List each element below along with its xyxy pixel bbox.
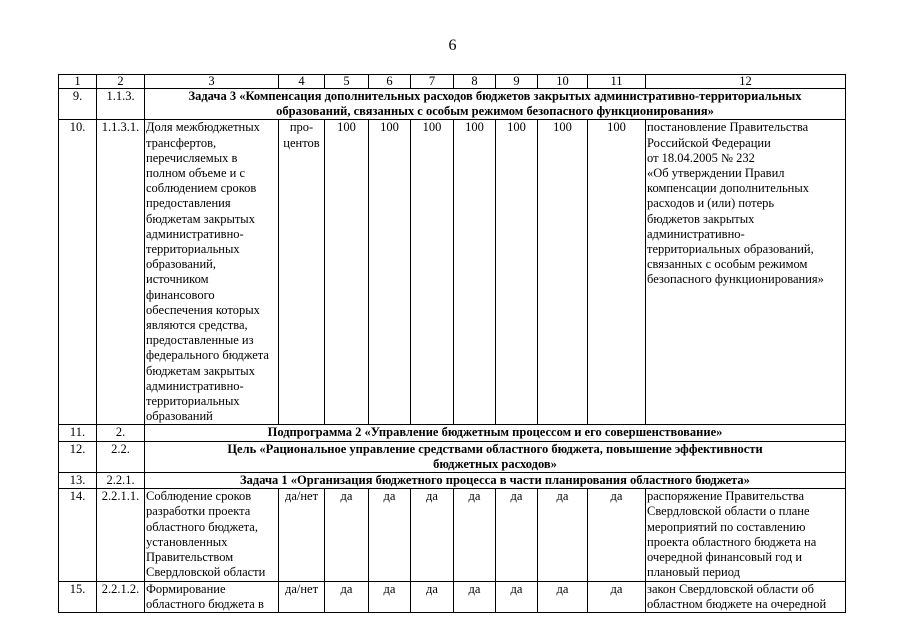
text-line: административно-	[146, 378, 244, 393]
text-line: полном объеме и с	[146, 166, 246, 181]
text-line: установленных	[146, 534, 228, 549]
column-number-6: 6	[369, 75, 411, 89]
text-line: территориальных образований,	[647, 242, 814, 257]
year-value: 100	[588, 120, 646, 425]
text-line: Задача 1 «Организация бюджетного процесса в части планирования областного бюджета»	[240, 473, 750, 488]
text-line: источником	[146, 272, 209, 287]
row-number: 14.	[59, 489, 97, 581]
column-number-3: 3	[145, 75, 279, 89]
legal-basis	[646, 489, 846, 581]
text-line: Формирование	[146, 581, 226, 596]
year-value: да	[588, 581, 646, 612]
text-line: бюджетных расходов»	[433, 456, 557, 471]
text-line: образований	[146, 409, 213, 424]
text-line: разработки проекта	[146, 504, 251, 519]
text-line: проекта областного бюджета на	[647, 534, 817, 549]
year-value: да	[411, 489, 454, 581]
table-row	[59, 120, 846, 425]
text-line: Цель «Рациональное управление средствами областного бюджета, повышение эффективности	[227, 441, 763, 456]
text-line: областном бюджете на очередной	[647, 596, 827, 611]
indicators-table	[58, 74, 846, 613]
section-heading	[145, 473, 846, 489]
text-line: территориальных	[146, 394, 240, 409]
column-number-12: 12	[646, 75, 846, 89]
text-line: Свердловской области о плане	[647, 504, 810, 519]
text-line: центов	[283, 135, 320, 150]
text-line: предоставления	[146, 196, 231, 211]
year-value: да	[325, 489, 369, 581]
year-value: 100	[411, 120, 454, 425]
text-line: обеспечения которых	[146, 302, 260, 317]
section-heading	[145, 89, 846, 120]
year-value: да	[369, 581, 411, 612]
column-number-9: 9	[496, 75, 538, 89]
unit-of-measure	[279, 489, 325, 581]
text-line: Российской Федерации	[647, 135, 771, 150]
row-code: 2.2.1.1.	[97, 489, 145, 581]
text-line: расходов и (или) потерь	[647, 196, 775, 211]
year-value: да	[538, 489, 588, 581]
year-value: да	[411, 581, 454, 612]
text-line: административно-	[647, 226, 745, 241]
row-number: 10.	[59, 120, 97, 425]
text-line: про-	[289, 120, 314, 135]
row-code: 1.1.3.	[97, 89, 145, 120]
column-number-8: 8	[454, 75, 496, 89]
text-line: предоставленные из	[146, 333, 254, 348]
text-line: закон Свердловской области об	[647, 581, 815, 596]
text-line: областного бюджета,	[146, 519, 258, 534]
indicator-name	[145, 489, 279, 581]
text-line: образований, связанных с особым режимом безопасного функционирования»	[276, 104, 714, 119]
text-line: «Об утверждении Правил	[647, 166, 785, 181]
year-value: 100	[496, 120, 538, 425]
row-code: 1.1.3.1.	[97, 120, 145, 425]
text-line: да/нет	[284, 489, 319, 504]
year-value: 100	[369, 120, 411, 425]
year-value: да	[454, 489, 496, 581]
table-row	[59, 581, 846, 612]
text-line: Задача 3 «Компенсация дополнительных расходов бюджетов закрытых административно-территориальных	[188, 89, 802, 103]
row-code: 2.2.1.	[97, 473, 145, 489]
table-row	[59, 473, 846, 489]
row-number: 13.	[59, 473, 97, 489]
text-line: безопасного функционирования»	[647, 272, 824, 287]
row-code: 2.	[97, 425, 145, 441]
text-line: Доля межбюджетных	[146, 120, 260, 135]
unit-of-measure	[279, 581, 325, 612]
text-line: федерального бюджета	[146, 348, 269, 363]
text-line: бюджетам закрытых	[146, 211, 255, 226]
text-line: очередной финансовый год и	[647, 550, 803, 565]
row-number: 15.	[59, 581, 97, 612]
indicator-name	[145, 581, 279, 612]
text-line: бюджетов закрытых	[647, 211, 755, 226]
text-line: Свердловской области	[146, 565, 266, 580]
legal-basis	[646, 120, 846, 425]
row-code: 2.2.	[97, 441, 145, 472]
year-value: да	[454, 581, 496, 612]
year-value: да	[538, 581, 588, 612]
text-line: перечисляемых в	[146, 150, 238, 165]
page-number: 6	[448, 37, 457, 54]
text-line: финансового	[146, 287, 215, 302]
year-value: да	[325, 581, 369, 612]
row-number: 12.	[59, 441, 97, 472]
year-value: да	[369, 489, 411, 581]
text-line: Соблюдение сроков	[146, 489, 252, 504]
text-line: областного бюджета в	[146, 596, 264, 611]
column-number-7: 7	[411, 75, 454, 89]
text-line: трансфертов,	[146, 135, 217, 150]
text-line: Правительством	[146, 550, 234, 565]
year-value: 100	[538, 120, 588, 425]
year-value: да	[588, 489, 646, 581]
text-line: постановление Правительства	[647, 120, 809, 135]
column-number-11: 11	[588, 75, 646, 89]
text-line: от 18.04.2005 № 232	[647, 150, 755, 165]
year-value: 100	[454, 120, 496, 425]
text-line: распоряжение Правительства	[647, 489, 805, 504]
table-row	[59, 441, 846, 472]
text-line: да/нет	[284, 581, 319, 596]
year-value: да	[496, 489, 538, 581]
text-line: плановый период	[647, 565, 740, 580]
section-heading	[145, 441, 846, 472]
indicator-name	[145, 120, 279, 425]
text-line: связанных с особым режимом	[647, 257, 808, 272]
section-heading	[145, 425, 846, 441]
text-line: образований,	[146, 257, 217, 272]
text-line: мероприятий по составлению	[647, 519, 806, 534]
year-value: да	[496, 581, 538, 612]
column-number-2: 2	[97, 75, 145, 89]
column-number-5: 5	[325, 75, 369, 89]
column-number-4: 4	[279, 75, 325, 89]
unit-of-measure	[279, 120, 325, 425]
legal-basis	[646, 581, 846, 612]
text-line: являются средства,	[146, 318, 248, 333]
text-line: компенсации дополнительных	[647, 181, 810, 196]
row-code: 2.2.1.2.	[97, 581, 145, 612]
header-row	[59, 75, 846, 89]
table-row	[59, 489, 846, 581]
row-number: 9.	[59, 89, 97, 120]
text-line: административно-	[146, 226, 244, 241]
table-row	[59, 425, 846, 441]
column-number-10: 10	[538, 75, 588, 89]
year-value: 100	[325, 120, 369, 425]
text-line: Подпрограмма 2 «Управление бюджетным процессом и его совершенствование»	[267, 425, 723, 440]
table-row	[59, 89, 846, 120]
column-number-1: 1	[59, 75, 97, 89]
text-line: бюджетам закрытых	[146, 363, 255, 378]
text-line: территориальных	[146, 242, 240, 257]
text-line: соблюдением сроков	[146, 181, 257, 196]
row-number: 11.	[59, 425, 97, 441]
